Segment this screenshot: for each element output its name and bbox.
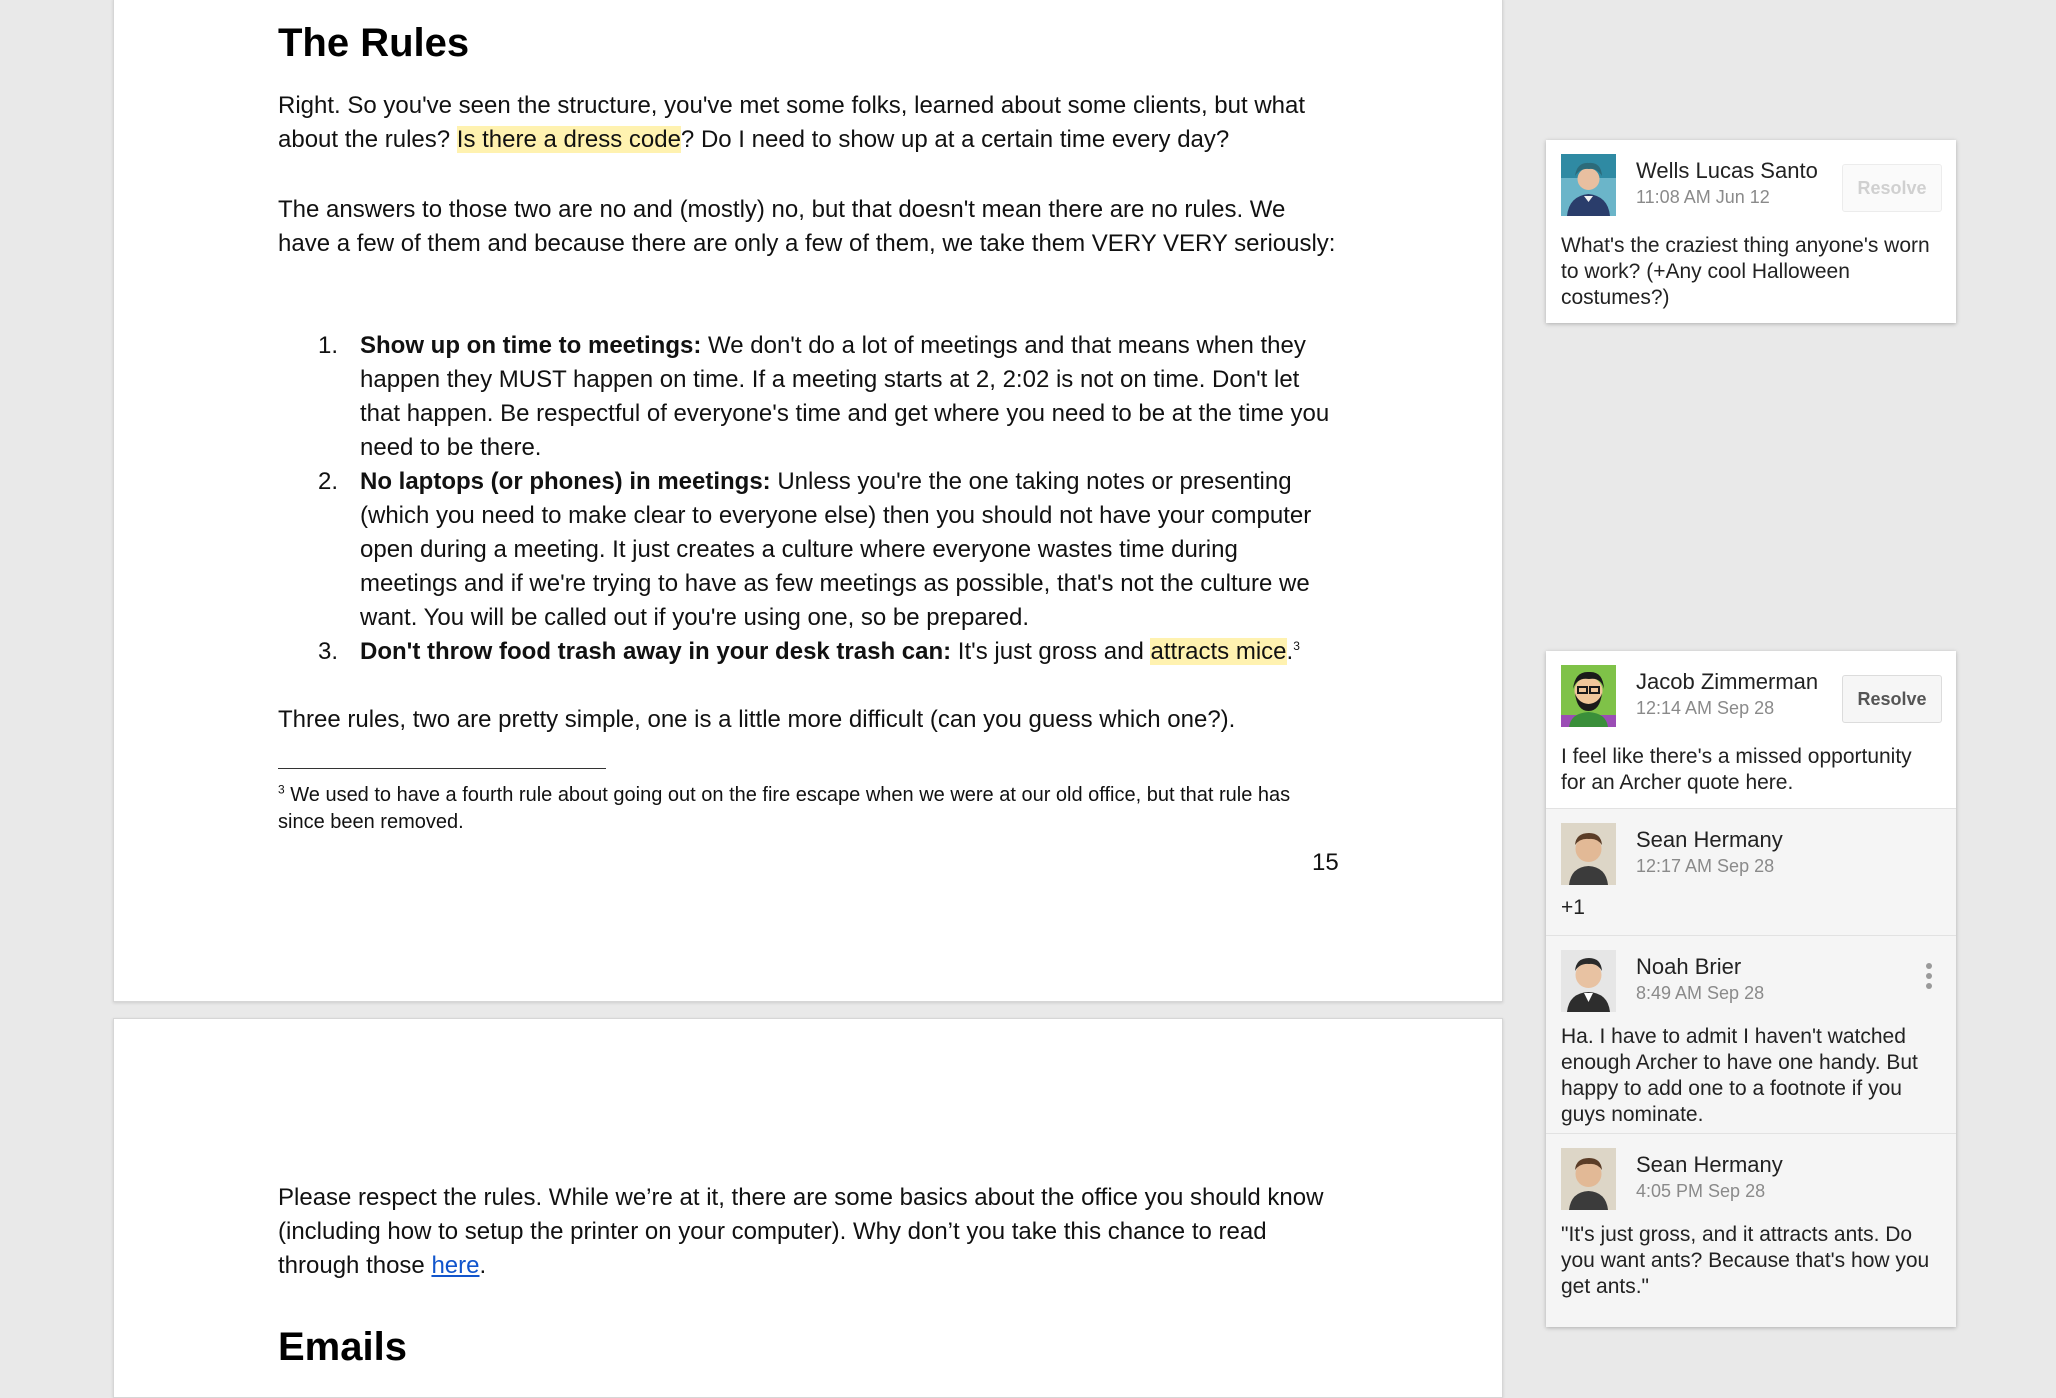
comment-text: What's the craziest thing anyone's worn to work? (+Any cool Halloween costumes?) bbox=[1561, 234, 1930, 309]
footnote-number: 3 bbox=[278, 782, 285, 797]
resolve-button[interactable]: Resolve bbox=[1842, 164, 1942, 212]
respect-text: Please respect the rules. While we’re at it, there are some basics about the office you should know (including how to setup the printer on your computer). Why don’t you take this chance to read through those bbox=[278, 1184, 1324, 1279]
comment-text: Ha. I have to admit I haven't watched enough Archer to have one handy. But happy to add one to a footnote if you guys nominate. bbox=[1561, 1025, 1918, 1126]
comment-thread-dress-code[interactable] bbox=[1546, 140, 1956, 323]
comment-timestamp: 11:08 AM Jun 12 bbox=[1636, 187, 1770, 207]
rule-title: Show up on time to meetings: bbox=[360, 332, 702, 359]
comment-author: Jacob Zimmerman bbox=[1636, 669, 1819, 694]
comment-reply bbox=[1546, 808, 1956, 935]
comment bbox=[1546, 140, 1956, 323]
comment-text: +1 bbox=[1561, 896, 1585, 919]
footnote-reference[interactable]: 3 bbox=[1293, 639, 1300, 653]
resolve-button[interactable]: Resolve bbox=[1842, 675, 1942, 723]
intro-paragraph bbox=[278, 89, 1338, 157]
footnote bbox=[278, 782, 1338, 836]
summary-text: Three rules, two are pretty simple, one is a little more difficult (can you guess which one?). bbox=[278, 706, 1236, 733]
answers-paragraph bbox=[278, 193, 1338, 261]
comment-author: Sean Hermany bbox=[1636, 827, 1783, 852]
list-item bbox=[278, 635, 1338, 669]
intro-text-end: ? Do I need to show up at a certain time every day? bbox=[680, 126, 1230, 153]
summary-paragraph bbox=[278, 703, 1338, 737]
comment bbox=[1546, 651, 1956, 808]
answers-text: The answers to those two are no and (mostly) no, but that doesn't mean there are no rules. We have a few of them and because there are only a few of them, we take them VERY VERY seriously: bbox=[278, 196, 1336, 257]
comment-timestamp: 8:49 AM Sep 28 bbox=[1636, 983, 1765, 1003]
list-item bbox=[278, 329, 1338, 465]
section-heading-emails: Emails bbox=[278, 1325, 407, 1369]
list-number: 1. bbox=[318, 332, 339, 359]
list-number: 2. bbox=[318, 468, 339, 495]
comment-author: Sean Hermany bbox=[1636, 1152, 1783, 1177]
rule-title: No laptops (or phones) in meetings: bbox=[360, 468, 771, 495]
document-page-15 bbox=[113, 0, 1503, 1002]
avatar bbox=[1561, 154, 1616, 216]
comment-timestamp: 12:14 AM Sep 28 bbox=[1636, 698, 1775, 718]
respect-text-end: . bbox=[479, 1252, 487, 1279]
commented-text-dress-code[interactable]: Is there a dress code bbox=[456, 126, 681, 153]
footnote-separator bbox=[278, 768, 606, 769]
rule-text: We don't do a lot of meetings and that means when they happen they MUST happen on time. If a meeting starts at 2, 2:02 is not on time. Don't let that happen. Be respectful of everyone's time and get where you need to be at the time you need to be there. bbox=[360, 332, 1330, 461]
page-number: 15 bbox=[1312, 849, 1339, 876]
page-body bbox=[278, 1325, 1338, 1370]
rules-list bbox=[278, 329, 1338, 669]
avatar bbox=[1561, 950, 1616, 1012]
list-number: 3. bbox=[318, 638, 339, 665]
here-link[interactable]: here bbox=[431, 1252, 480, 1279]
list-item bbox=[278, 465, 1338, 635]
rule-text: Unless you're the one taking notes or presenting (which you need to make clear to everyone else) then you should not have your computer open during a meeting. It just creates a culture where everyone wastes time during meetings and if we're trying to have as few meetings as possible, that's not the culture we want. You will be called out if you're using one, so be prepared. bbox=[360, 468, 1312, 631]
rule-title: Don't throw food trash away in your desk trash can: bbox=[360, 638, 952, 665]
rule-text: It's just gross and bbox=[951, 638, 1151, 665]
comment-text: I feel like there's a missed opportunity for an Archer quote here. bbox=[1561, 745, 1912, 794]
commented-text-attracts-mice[interactable]: attracts mice bbox=[1150, 638, 1287, 665]
page-body bbox=[278, 21, 1338, 66]
avatar bbox=[1561, 1148, 1616, 1210]
comment-author: Noah Brier bbox=[1636, 954, 1742, 979]
comment-reply bbox=[1546, 1133, 1956, 1327]
avatar bbox=[1561, 823, 1616, 885]
footnote-text: We used to have a fourth rule about going out on the fire escape when we were at our old office, but that rule has since been removed. bbox=[278, 784, 1291, 833]
rule-text-end: . bbox=[1286, 638, 1294, 665]
comment-thread-attracts-mice[interactable] bbox=[1546, 651, 1956, 1327]
section-heading-rules: The Rules bbox=[278, 21, 470, 65]
document-page-16 bbox=[113, 1018, 1503, 1398]
avatar bbox=[1561, 665, 1616, 727]
comment-text: "It's just gross, and it attracts ants. Do you want ants? Because that's how you get ants." bbox=[1561, 1223, 1930, 1298]
comment-timestamp: 4:05 PM Sep 28 bbox=[1636, 1181, 1766, 1201]
respect-paragraph bbox=[278, 1181, 1338, 1283]
comment-timestamp: 12:17 AM Sep 28 bbox=[1636, 856, 1775, 876]
comment-reply bbox=[1546, 935, 1956, 1133]
intro-text: Right. So you've seen the structure, you've met some folks, learned about some clients, but what about the rules? bbox=[278, 92, 1306, 153]
vertical-dots-icon[interactable] bbox=[1922, 956, 1936, 996]
comment-author: Wells Lucas Santo bbox=[1636, 158, 1818, 183]
